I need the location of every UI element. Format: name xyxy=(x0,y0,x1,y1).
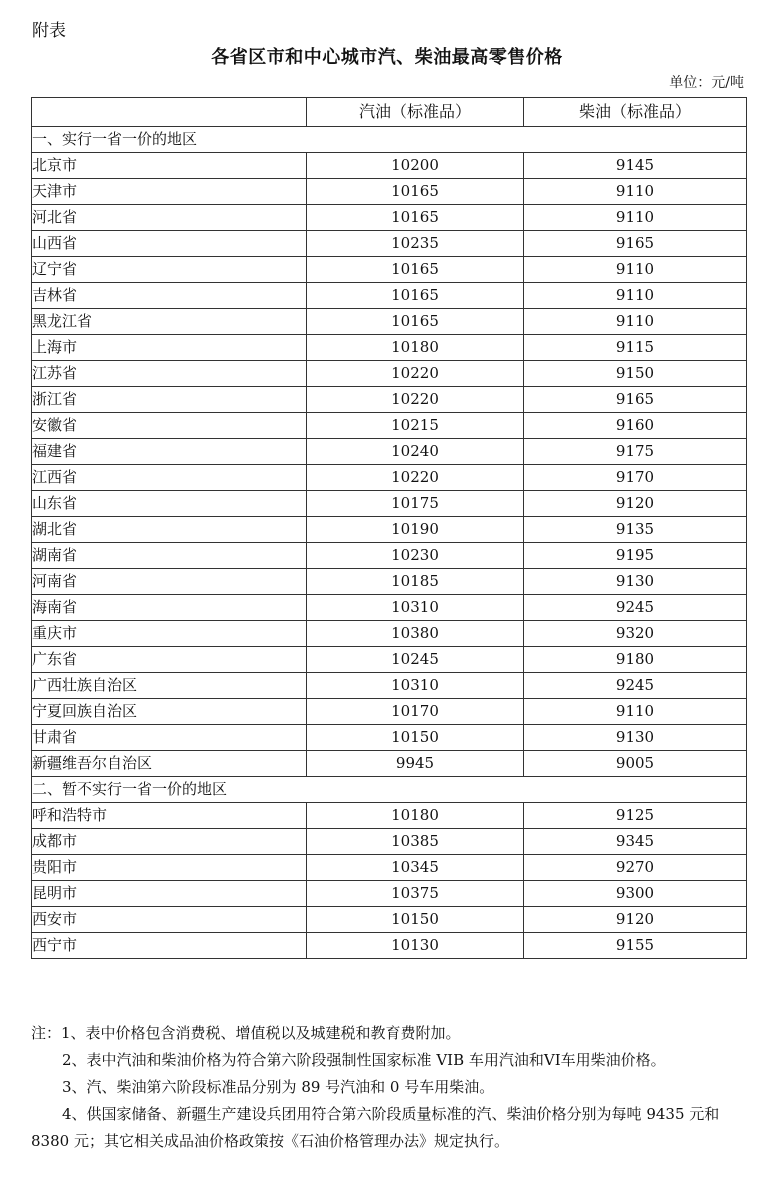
diesel-price-cell: 9245 xyxy=(524,595,747,621)
gasoline-price-cell: 10310 xyxy=(307,673,524,699)
table-row xyxy=(32,829,747,855)
gasoline-price-cell: 10185 xyxy=(307,569,524,595)
diesel-price-cell: 9110 xyxy=(524,205,747,231)
gasoline-price-cell: 10200 xyxy=(307,153,524,179)
region-cell: 江苏省 xyxy=(32,361,307,387)
note-3: 3、汽、柴油第六阶段标准品分别为 89 号汽油和 0 号车用柴油。 xyxy=(62,1078,495,1096)
note-2: 2、表中汽油和柴油价格为符合第六阶段强制性国家标准 VIB 车用汽油和VI车用柴油价格。 xyxy=(62,1051,666,1069)
diesel-price-cell: 9175 xyxy=(524,439,747,465)
diesel-price-cell: 9110 xyxy=(524,283,747,309)
diesel-price-cell: 9320 xyxy=(524,621,747,647)
region-cell: 广东省 xyxy=(32,647,307,673)
diesel-price-cell: 9180 xyxy=(524,647,747,673)
table-row xyxy=(32,543,747,569)
gasoline-price-cell: 10375 xyxy=(307,881,524,907)
region-cell: 河南省 xyxy=(32,569,307,595)
table-row xyxy=(32,309,747,335)
region-cell: 西宁市 xyxy=(32,933,307,959)
gasoline-price-cell: 10245 xyxy=(307,647,524,673)
region-cell: 吉林省 xyxy=(32,283,307,309)
diesel-price-cell: 9130 xyxy=(524,725,747,751)
table-row xyxy=(32,595,747,621)
gasoline-price-cell: 10220 xyxy=(307,361,524,387)
price-table-body xyxy=(32,127,747,959)
gasoline-price-cell: 10170 xyxy=(307,699,524,725)
table-row xyxy=(32,751,747,777)
price-table xyxy=(31,97,747,959)
gasoline-price-cell: 10230 xyxy=(307,543,524,569)
region-cell: 贵阳市 xyxy=(32,855,307,881)
gasoline-price-cell: 9945 xyxy=(307,751,524,777)
diesel-price-cell: 9145 xyxy=(524,153,747,179)
region-cell: 海南省 xyxy=(32,595,307,621)
diesel-price-cell: 9110 xyxy=(524,257,747,283)
diesel-price-cell: 9300 xyxy=(524,881,747,907)
gasoline-price-cell: 10165 xyxy=(307,283,524,309)
region-cell: 成都市 xyxy=(32,829,307,855)
table-row xyxy=(32,283,747,309)
region-cell: 湖北省 xyxy=(32,517,307,543)
region-cell: 天津市 xyxy=(32,179,307,205)
gasoline-price-cell: 10180 xyxy=(307,803,524,829)
diesel-price-cell: 9165 xyxy=(524,231,747,257)
diesel-price-cell: 9120 xyxy=(524,907,747,933)
gasoline-price-cell: 10130 xyxy=(307,933,524,959)
region-cell: 广西壮族自治区 xyxy=(32,673,307,699)
table-row xyxy=(32,803,747,829)
table-row xyxy=(32,673,747,699)
region-cell: 安徽省 xyxy=(32,413,307,439)
diesel-price-cell: 9110 xyxy=(524,309,747,335)
region-cell: 新疆维吾尔自治区 xyxy=(32,751,307,777)
table-row xyxy=(32,725,747,751)
gasoline-price-cell: 10380 xyxy=(307,621,524,647)
gasoline-price-cell: 10240 xyxy=(307,439,524,465)
gasoline-price-cell: 10165 xyxy=(307,257,524,283)
diesel-price-cell: 9130 xyxy=(524,569,747,595)
diesel-price-cell: 9155 xyxy=(524,933,747,959)
header-gasoline: 汽油（标准品） xyxy=(307,98,524,127)
table-row xyxy=(32,569,747,595)
region-cell: 江西省 xyxy=(32,465,307,491)
section-row xyxy=(32,777,747,803)
table-row xyxy=(32,153,747,179)
table-row xyxy=(32,387,747,413)
table-row xyxy=(32,491,747,517)
diesel-price-cell: 9110 xyxy=(524,699,747,725)
diesel-price-cell: 9345 xyxy=(524,829,747,855)
document-title: 各省区市和中心城市汽、柴油最高零售价格 xyxy=(211,47,563,68)
section-label: 二、暂不实行一省一价的地区 xyxy=(32,777,747,803)
region-cell: 甘肃省 xyxy=(32,725,307,751)
region-cell: 山西省 xyxy=(32,231,307,257)
gasoline-price-cell: 10385 xyxy=(307,829,524,855)
region-cell: 西安市 xyxy=(32,907,307,933)
region-cell: 浙江省 xyxy=(32,387,307,413)
gasoline-price-cell: 10150 xyxy=(307,725,524,751)
region-cell: 湖南省 xyxy=(32,543,307,569)
gasoline-price-cell: 10215 xyxy=(307,413,524,439)
table-row xyxy=(32,205,747,231)
region-cell: 河北省 xyxy=(32,205,307,231)
gasoline-price-cell: 10165 xyxy=(307,309,524,335)
table-row xyxy=(32,439,747,465)
table-row xyxy=(32,335,747,361)
gasoline-price-cell: 10150 xyxy=(307,907,524,933)
note-1: 注：1、表中价格包含消费税、增值税以及城建税和教育费附加。 xyxy=(31,1024,461,1042)
region-cell: 北京市 xyxy=(32,153,307,179)
region-cell: 福建省 xyxy=(32,439,307,465)
diesel-price-cell: 9160 xyxy=(524,413,747,439)
region-cell: 宁夏回族自治区 xyxy=(32,699,307,725)
gasoline-price-cell: 10180 xyxy=(307,335,524,361)
table-row xyxy=(32,699,747,725)
table-row xyxy=(32,231,747,257)
region-cell: 上海市 xyxy=(32,335,307,361)
diesel-price-cell: 9245 xyxy=(524,673,747,699)
annex-label: 附表 xyxy=(32,21,66,41)
section-row xyxy=(32,127,747,153)
table-row xyxy=(32,907,747,933)
region-cell: 黑龙江省 xyxy=(32,309,307,335)
header-region xyxy=(32,98,307,127)
region-cell: 昆明市 xyxy=(32,881,307,907)
gasoline-price-cell: 10310 xyxy=(307,595,524,621)
table-row xyxy=(32,257,747,283)
region-cell: 重庆市 xyxy=(32,621,307,647)
note-4: 4、供国家储备、新疆生产建设兵团用符合第六阶段质量标准的汽、柴油价格分别为每吨 9435 元和 8380 元；其它相关成品油价格政策按《石油价格管理办法》规定执行。 xyxy=(31,1105,720,1150)
gasoline-price-cell: 10220 xyxy=(307,387,524,413)
table-row xyxy=(32,179,747,205)
gasoline-price-cell: 10220 xyxy=(307,465,524,491)
table-row xyxy=(32,933,747,959)
diesel-price-cell: 9120 xyxy=(524,491,747,517)
notes xyxy=(31,1020,747,1155)
table-row xyxy=(32,465,747,491)
table-row xyxy=(32,647,747,673)
region-cell: 呼和浩特市 xyxy=(32,803,307,829)
gasoline-price-cell: 10345 xyxy=(307,855,524,881)
diesel-price-cell: 9165 xyxy=(524,387,747,413)
diesel-price-cell: 9270 xyxy=(524,855,747,881)
table-row xyxy=(32,881,747,907)
table-row xyxy=(32,621,747,647)
table-row xyxy=(32,413,747,439)
diesel-price-cell: 9110 xyxy=(524,179,747,205)
diesel-price-cell: 9115 xyxy=(524,335,747,361)
diesel-price-cell: 9195 xyxy=(524,543,747,569)
section-label: 一、实行一省一价的地区 xyxy=(32,127,747,153)
gasoline-price-cell: 10190 xyxy=(307,517,524,543)
gasoline-price-cell: 10235 xyxy=(307,231,524,257)
table-header-row xyxy=(32,98,747,127)
table-row xyxy=(32,517,747,543)
gasoline-price-cell: 10165 xyxy=(307,205,524,231)
unit-label: 单位：元/吨 xyxy=(669,75,744,91)
diesel-price-cell: 9150 xyxy=(524,361,747,387)
diesel-price-cell: 9170 xyxy=(524,465,747,491)
table-row xyxy=(32,361,747,387)
gasoline-price-cell: 10165 xyxy=(307,179,524,205)
diesel-price-cell: 9005 xyxy=(524,751,747,777)
header-diesel: 柴油（标准品） xyxy=(524,98,747,127)
gasoline-price-cell: 10175 xyxy=(307,491,524,517)
region-cell: 山东省 xyxy=(32,491,307,517)
table-row xyxy=(32,855,747,881)
diesel-price-cell: 9125 xyxy=(524,803,747,829)
region-cell: 辽宁省 xyxy=(32,257,307,283)
diesel-price-cell: 9135 xyxy=(524,517,747,543)
